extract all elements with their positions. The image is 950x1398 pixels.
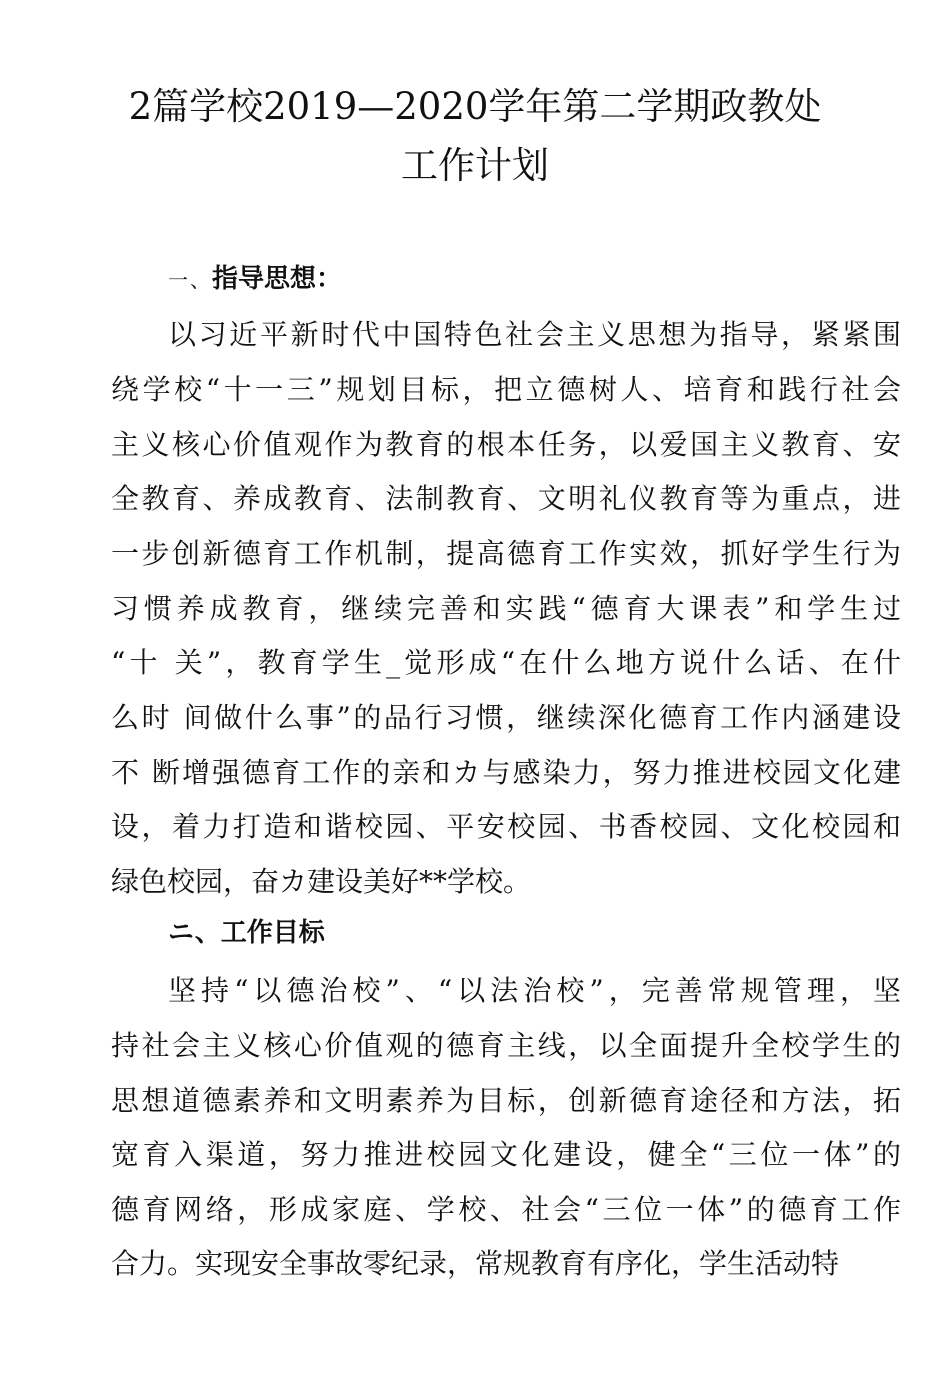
document-title-line-1: 2篇学校2019—2020学年第二学期政教处 (128, 85, 822, 128)
paragraph-line: 绕学校“十一三”规划目标，把立德树人、培育和践行社会 (111, 373, 901, 406)
paragraph-line: 以习近平新时代中国特色社会主义思想为指导，紧紧围 (168, 318, 901, 351)
paragraph-line: 坚持“以德治校”、“以法治校”，完善常规管理，坚 (168, 974, 901, 1007)
section-heading-guiding-thought (168, 263, 342, 296)
paragraph-line: 绿色校园，奋カ建设美好**学校。 (111, 865, 532, 898)
paragraph-line: 宽育入渠道，努力推进校园文化建设，健全“三位一体”的 (111, 1138, 901, 1171)
paragraph-line: 合力。实现安全事故零纪录，常规教育有序化，学生活动特 (111, 1247, 840, 1280)
paragraph-line: 一步创新德育工作机制，提高德育工作实效，抓好学生行为 (111, 537, 901, 570)
section-heading-work-goals: ニ、工作目标 (168, 918, 325, 948)
paragraph-line: 么时 间做什么事”的品行习惯，继续深化德育工作内涵建设 (111, 701, 901, 734)
paragraph-line: 主义核心价值观作为教育的根本任务，以爱国主义教育、安 (111, 428, 901, 461)
paragraph-line: 德育网络，形成家庭、学校、社会“三位一体”的德育工作 (111, 1193, 901, 1226)
document-title-line-2: 工作计划 (401, 144, 549, 187)
paragraph-line: 设，着力打造和谐校园、平安校园、书香校园、文化校园和 (111, 810, 901, 843)
paragraph-line: 不 断增强德育工作的亲和カ与感染力，努力推进校园文化建 (111, 756, 901, 789)
section-number: 一、 (168, 268, 212, 292)
paragraph-line: 思想道德素养和文明素养为目标，创新德育途径和方法，拓 (111, 1084, 901, 1117)
paragraph-line: 全教育、养成教育、法制教育、文明礼仪教育等为重点，进 (111, 482, 901, 515)
paragraph-line: 持社会主义核心价值观的德育主线，以全面提升全校学生的 (111, 1029, 901, 1062)
paragraph-line: 习惯养成教育，继续完善和实践“德育大课表”和学生过 (111, 592, 901, 625)
paragraph-line: “十 关”，教育学生_觉形成“在什么地方说什么话、在什 (111, 646, 901, 679)
section-title: 指导思想： (212, 264, 343, 294)
